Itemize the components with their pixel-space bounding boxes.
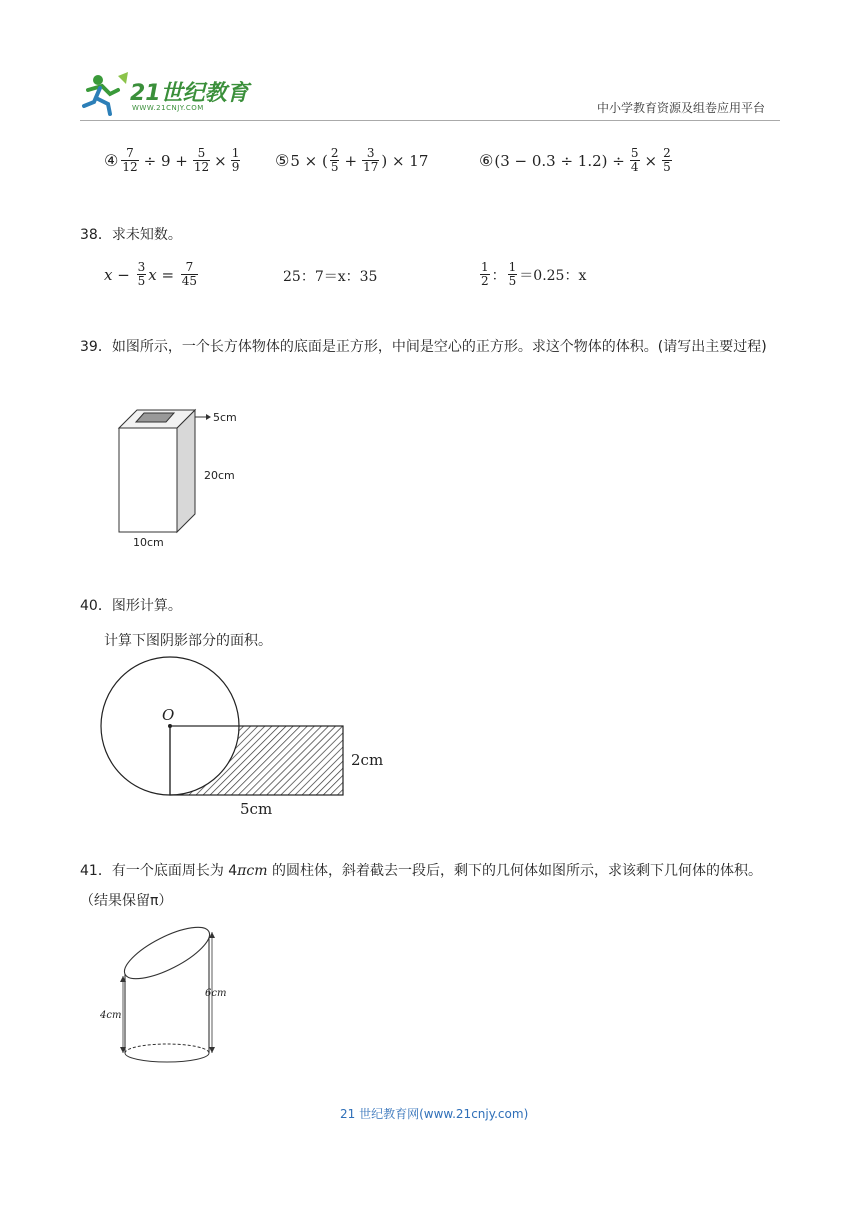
logo: [80, 70, 250, 118]
hollow-cuboid-figure: [100, 400, 260, 552]
question-40-title: 40．图形计算。: [80, 598, 182, 614]
question-38-title: 38．求未知数。: [80, 227, 182, 243]
header-divider: [80, 120, 780, 121]
equation-2: 25：7＝x：35: [283, 269, 378, 285]
fraction: $\frac{5}{12}$: [193, 146, 210, 174]
fraction: $\frac{2}{5}$: [330, 146, 339, 174]
platform-name: 中小学教育资源及组卷应用平台: [597, 101, 766, 115]
question-39-text: 39．如图所示，一个长方体物体的底面是正方形，中间是空心的正方形。求这个物体的体积。(请写出主要过程): [80, 339, 767, 355]
fraction: $\frac{3}{5}$: [137, 260, 146, 288]
fraction: $\frac{3}{17}$: [363, 146, 379, 174]
circle-rectangle-figure: [95, 655, 395, 820]
fraction: $\frac{1}{5}$: [508, 260, 517, 288]
fraction: $\frac{5}{4}$: [630, 146, 639, 174]
label-20cm: 20cm: [204, 469, 235, 482]
fraction: $\frac{2}{5}$: [663, 146, 671, 174]
label-6cm: 6cm: [205, 988, 227, 999]
question-41-text: 41．有一个底面周长为 4πcm 的圆柱体，斜着截去一段后，剩下的几何体如图所示，求该剩下几何体的体积。（结果保留π）: [80, 863, 762, 909]
label-10cm: 10cm: [133, 536, 164, 549]
expression-4: ④ $\frac{7}{12}$ ÷ 9 + $\frac{5}{12}$ × $\frac{1}{9}$: [104, 146, 240, 174]
label-5cm: 5cm: [213, 411, 237, 424]
fraction: $\frac{1}{2}$: [481, 260, 489, 288]
equation-3: $\frac{1}{2}$ ： $\frac{1}{5}$ ＝0.25：x: [481, 260, 587, 288]
expression-6: ⑥ (3 − 0.3 ÷ 1.2) ÷ $\frac{5}{4}$ × $\frac{2}{5}$: [479, 146, 671, 174]
question-40-subtitle: 计算下图阴影部分的面积。: [104, 633, 272, 649]
fraction: $\frac{7}{45}$: [181, 260, 198, 288]
center-label: O: [162, 706, 175, 724]
label-2cm: 2cm: [351, 751, 384, 769]
fraction: $\frac{1}{9}$: [231, 146, 240, 174]
label-4cm: 4cm: [100, 1010, 122, 1021]
expression-5: ⑤ 5 × ( $\frac{2}{5}$ + $\frac{3}{17}$ ) × 17: [275, 146, 429, 174]
logo-text: 21世纪教育: [130, 81, 249, 106]
logo-url: WWW.21CNJY.COM: [132, 104, 204, 112]
footer-text: 21 世纪教育网(www.21cnjy.com): [340, 1107, 529, 1121]
fraction: $\frac{7}{12}$: [122, 146, 138, 174]
shaded-region: [170, 726, 343, 795]
equation-1: x − $\frac{3}{5}$ x = $\frac{7}{45}$: [104, 260, 198, 288]
label-5cm: 5cm: [240, 800, 273, 818]
cut-cylinder-figure: [95, 920, 245, 1065]
